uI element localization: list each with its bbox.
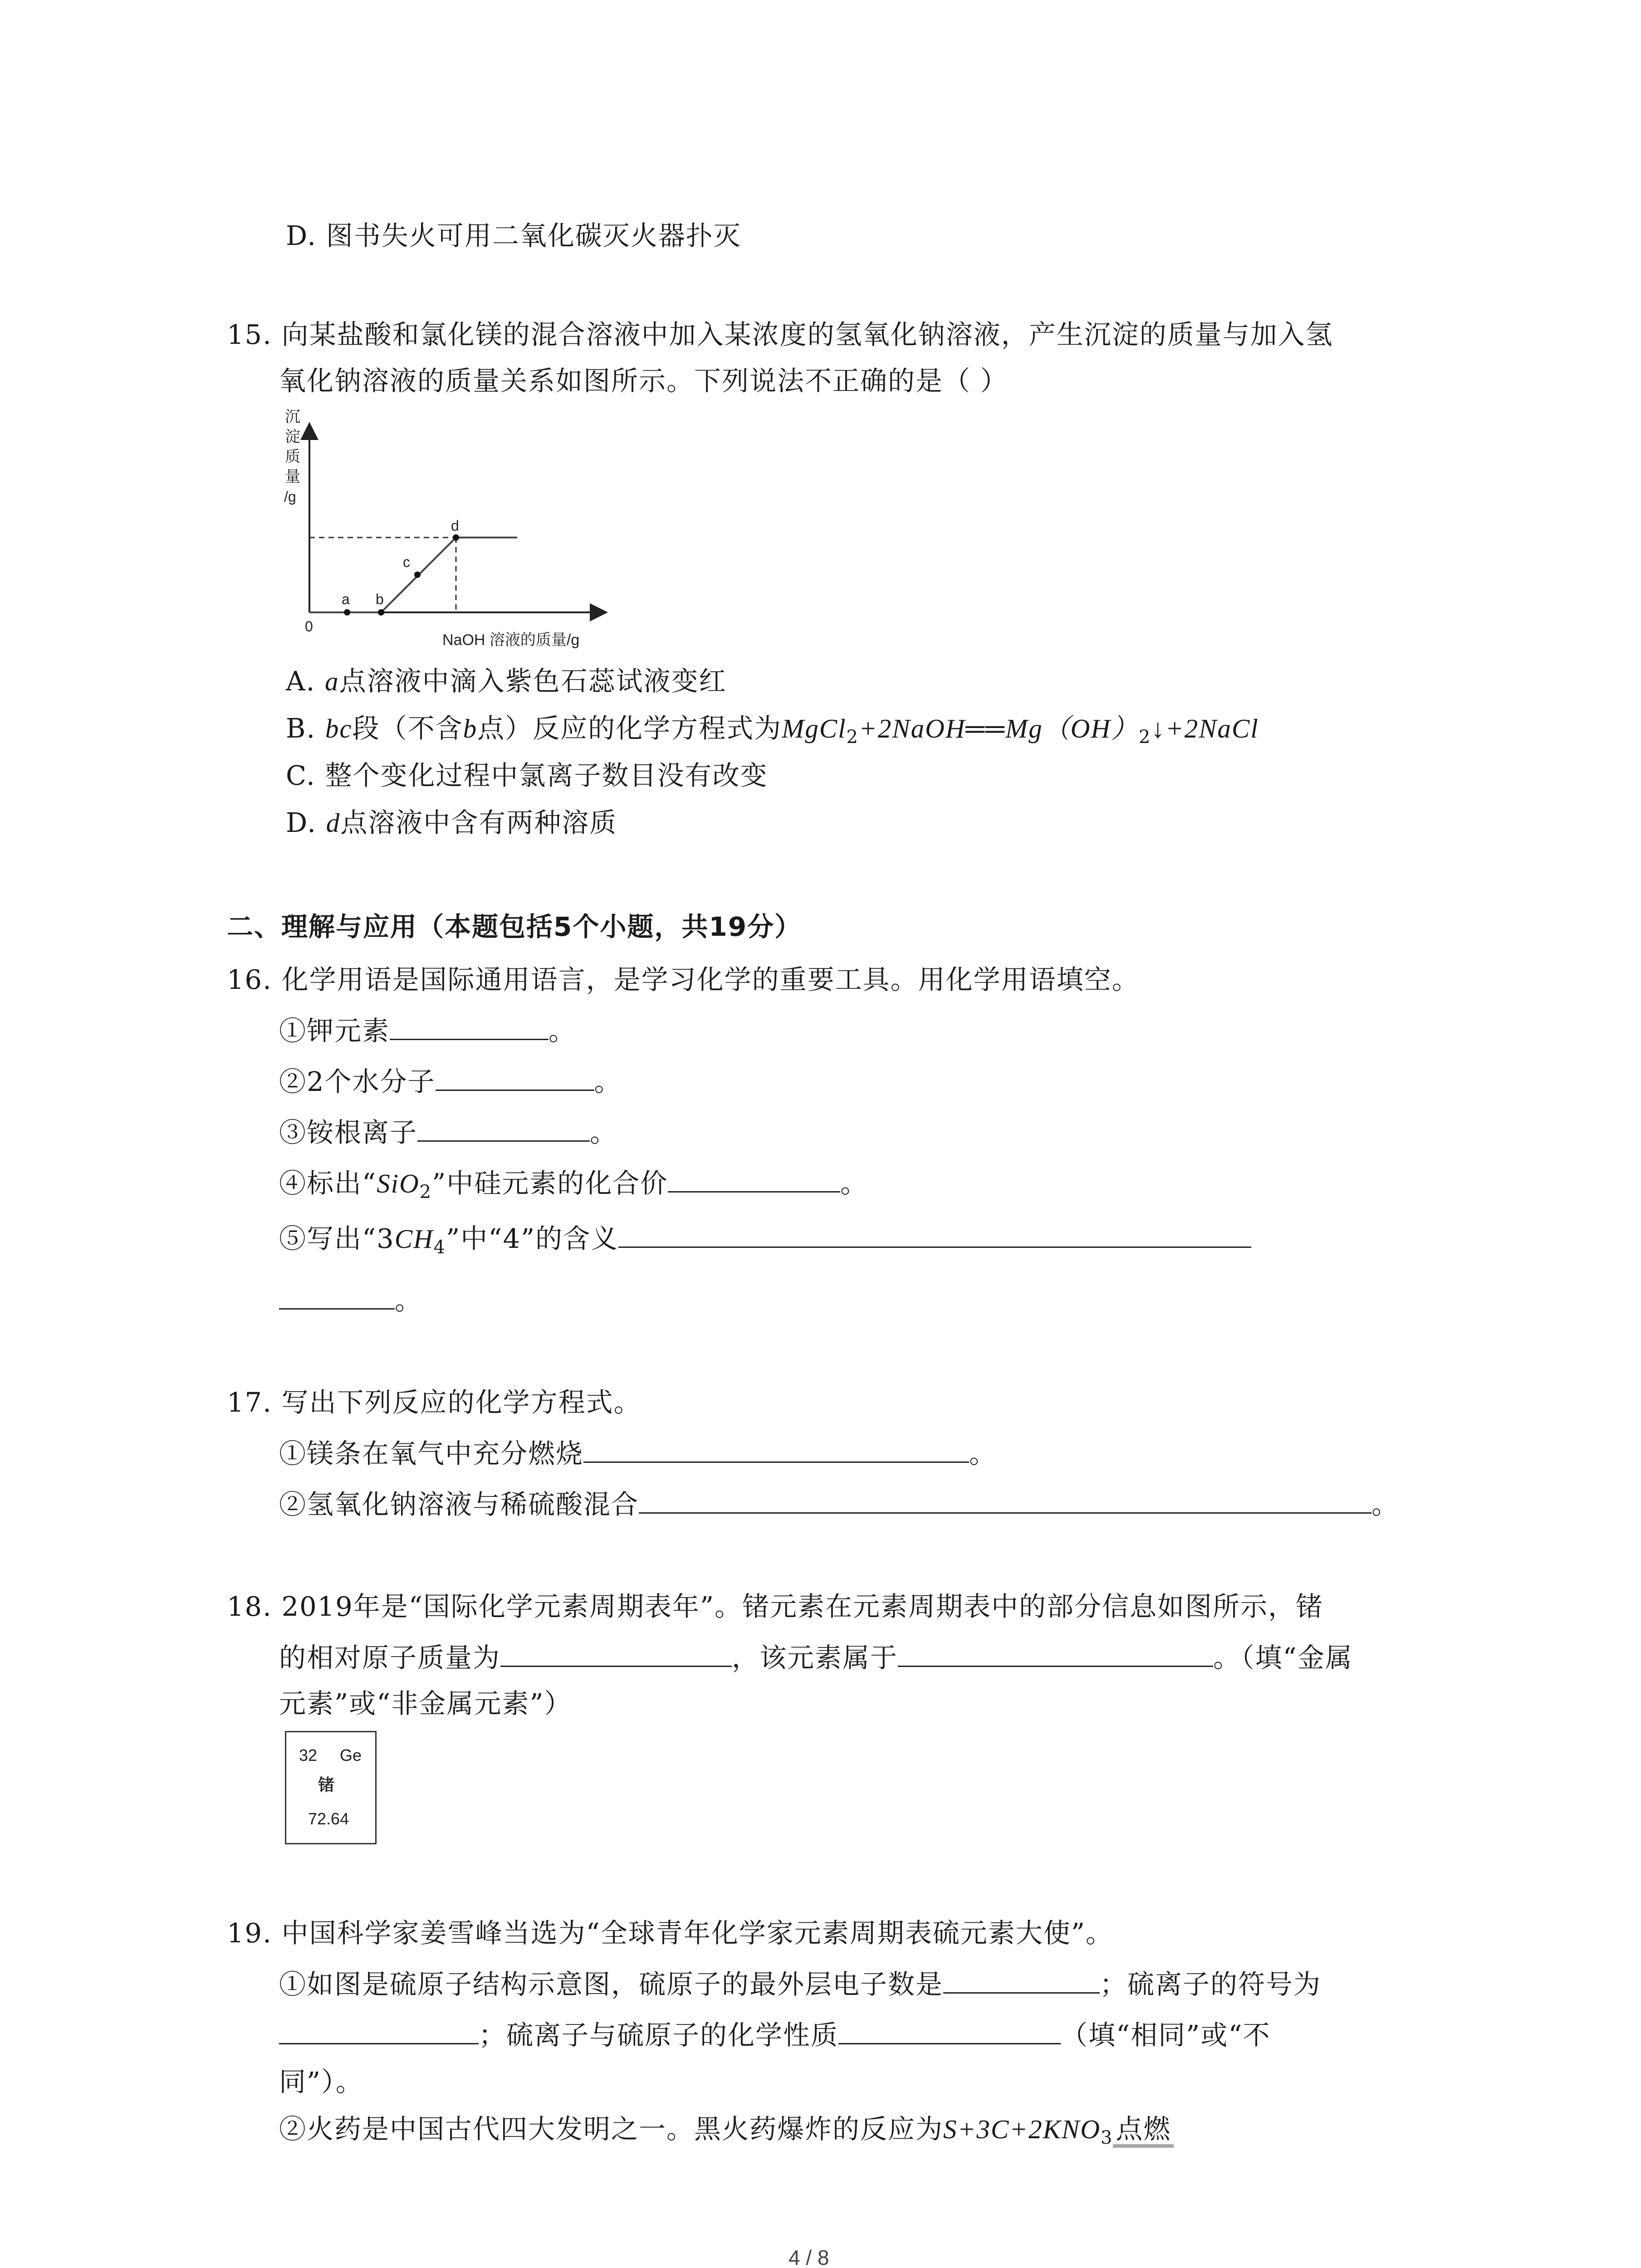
y-axis-label-unit: /g xyxy=(284,489,296,505)
q17-item-1: ①镁条在氧气中充分燃烧 。 xyxy=(279,1435,997,1472)
point-b xyxy=(378,609,384,616)
q16-item-5: ⑤写出“$3CH_4$”中“4”的含义 xyxy=(279,1220,1251,1266)
q18-stem-line3: 元素”或“非金属元素”） xyxy=(279,1688,572,1719)
germanium-element-tile xyxy=(285,1731,377,1844)
point-a xyxy=(344,609,350,616)
q19-stem-line3: ；硫离子与硫原子的化学性质 （填“相同”或“不 xyxy=(279,2017,1271,2053)
q16-item-3: ③铵根离子 。 xyxy=(279,1114,617,1151)
q19-stem-line2: ①如图是硫原子结构示意图，硫原子的最外层电子数是 ；硫离子的符号为 xyxy=(279,1966,1321,2003)
q16-item-4: ④标出“SiO$_2$”中硅元素的化合价 。 xyxy=(279,1165,868,1210)
precipitate-curve xyxy=(309,538,517,612)
point-d xyxy=(453,534,459,541)
q18-blank-2[interactable] xyxy=(898,1639,1213,1667)
q19-blank-1[interactable] xyxy=(943,1966,1100,1994)
q17-stem: 17. 写出下列反应的化学方程式。 xyxy=(227,1387,642,1418)
q16-blank-4[interactable] xyxy=(668,1165,840,1193)
label-d: d xyxy=(451,518,459,534)
point-c xyxy=(414,572,421,578)
q17-blank-1[interactable] xyxy=(583,1435,969,1463)
q15-precipitate-graph xyxy=(272,399,617,653)
label-c: c xyxy=(403,554,410,570)
q15-option-a: A. a点溶液中滴入紫色石蕊试液变红 xyxy=(286,665,727,697)
q16-item-1: ①钾元素 。 xyxy=(279,1012,576,1049)
q14-option-d: D. 图书失火可用二氧化碳灭火器扑灭 xyxy=(286,220,741,251)
q19-stem-line5: ②火药是中国古代四大发明之一。黑火药爆炸的反应为$S+3C+2KNO_3$ 点燃 xyxy=(279,2111,1174,2156)
q17-blank-2[interactable] xyxy=(639,1486,1372,1514)
element-name: 锗 xyxy=(318,1776,335,1794)
q15-option-c: C. 整个变化过程中氯离子数目没有改变 xyxy=(286,760,768,791)
q15-option-b: B. bc段（不含b点）反应的化学方程式为$MgCl_2+2NaOH══Mg(OH)_2↓+2NaCl$ xyxy=(286,713,1259,748)
q19-stem-line4: 同”）。 xyxy=(279,2066,363,2097)
label-b: b xyxy=(376,591,384,607)
q16-blank-3[interactable] xyxy=(417,1114,590,1142)
q15-stem-line2: 氧化钠溶液的质量关系如图所示。下列说法不正确的是（ ） xyxy=(279,365,1008,396)
q15-option-d: D. d点溶液中含有两种溶质 xyxy=(286,807,617,838)
y-axis-label-2: 淀 xyxy=(285,428,300,445)
y-axis-label-4: 量 xyxy=(285,468,300,485)
q16-blank-5[interactable] xyxy=(618,1220,1251,1248)
q18-stem-line2: 的相对原子质量为 ，该元素属于 。（填“金属 xyxy=(279,1639,1353,1676)
section-2-title: 二、理解与应用（本题包括5个小题，共19分） xyxy=(227,911,802,942)
q19-stem-line1: 19. 中国科学家姜雪峰当选为“全球青年化学家元素周期表硫元素大使”。 xyxy=(227,1917,1113,1949)
y-axis-label-3: 质 xyxy=(285,448,300,465)
q18-blank-1[interactable] xyxy=(500,1639,732,1667)
atomic-mass: 72.64 xyxy=(308,1809,349,1828)
q19-blank-3[interactable] xyxy=(838,2017,1061,2044)
atomic-number: 32 xyxy=(299,1746,318,1765)
element-symbol: Ge xyxy=(340,1746,362,1765)
q18-stem-line1: 18. 2019年是“国际化学元素周期表年”。锗元素在元素周期表中的部分信息如图所示，锗 xyxy=(227,1591,1324,1622)
q16-blank-2[interactable] xyxy=(436,1063,594,1091)
q16-blank-1[interactable] xyxy=(390,1012,549,1040)
q16-blank-5b[interactable] xyxy=(279,1282,395,1310)
origin-label: 0 xyxy=(305,618,313,635)
q15-stem-line1: 15. 向某盐酸和氯化镁的混合溶液中加入某浓度的氢氧化钠溶液，产生沉淀的质量与加入氢 xyxy=(227,319,1333,350)
page-number: 4 / 8 xyxy=(789,2246,829,2268)
q16-item-5-cont: 。 xyxy=(279,1282,422,1319)
reaction-condition: 点燃 xyxy=(1113,2113,1174,2147)
q19-blank-2[interactable] xyxy=(279,2017,479,2044)
q16-stem: 16. 化学用语是国际通用语言，是学习化学的重要工具。用化学用语填空。 xyxy=(227,964,1140,995)
label-a: a xyxy=(342,591,350,607)
x-axis-label: NaOH 溶液的质量/g xyxy=(442,631,580,649)
q17-item-2: ②氢氧化钠溶液与稀硫酸混合 。 xyxy=(279,1486,1399,1523)
q16-item-2: ②2个水分子 。 xyxy=(279,1063,622,1100)
y-axis-label-1: 沉 xyxy=(285,408,300,425)
